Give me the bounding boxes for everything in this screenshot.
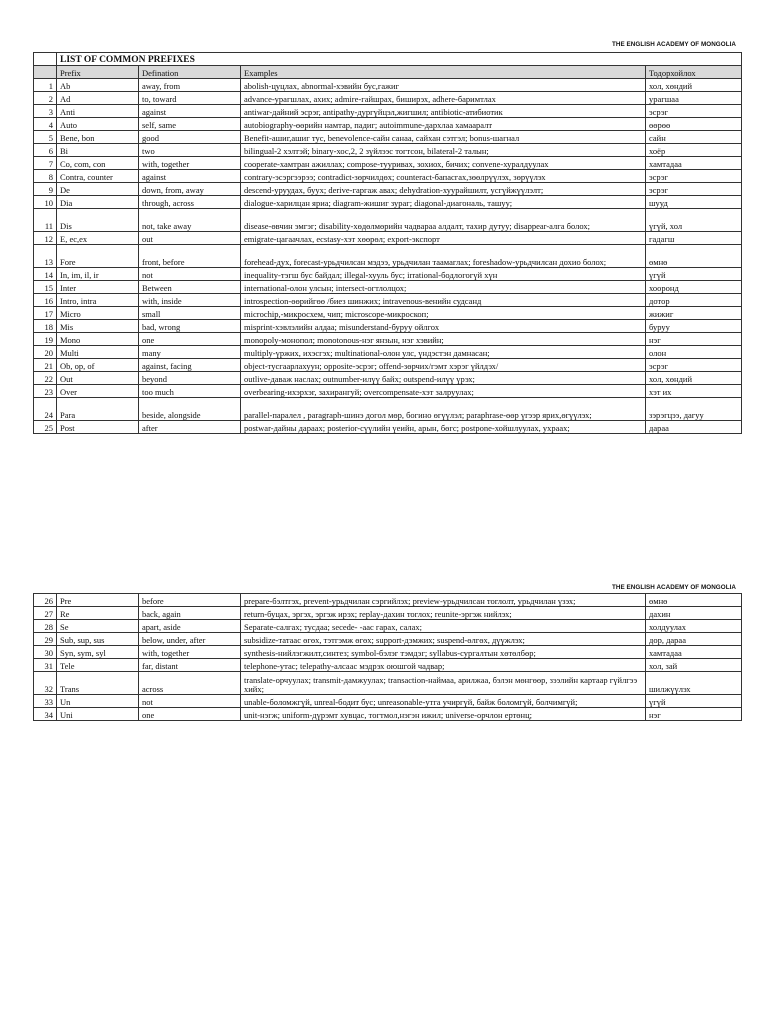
table-row: [34, 144, 742, 157]
examples-cell: contrary-эсэргээрээ; contradict-зөрчилдөх; counteract-бапасгах,зөөлрүүлэх, зөрүүлэх: [241, 170, 646, 183]
table-row: [34, 105, 742, 118]
meaning-cell: эсрэг: [646, 183, 742, 196]
definition-cell: far, distant: [139, 659, 241, 672]
table-row: [34, 157, 742, 170]
row-number: 21: [34, 359, 57, 372]
row-number: 17: [34, 307, 57, 320]
examples-cell: subsidize-татаас өгөх, тэтгэмж өгөх; support-дэмжих; suspend-өлгөх, дүүжлэх;: [241, 633, 646, 646]
examples-cell: unable-боломжгүй, unreal-бодит бус; unreasonable-утга учиргүй, байж боломгүй, болчимгүй;: [241, 695, 646, 708]
prefix-cell: De: [57, 183, 139, 196]
examples-cell: forehead-дух, forecast-урьдчилсан мэдээ, урьдчилан таамаглах; foreshadow-урьдчилсан дохио болох;: [241, 245, 646, 268]
table-row: [34, 708, 742, 721]
row-number: 9: [34, 183, 57, 196]
definition-cell: one: [139, 333, 241, 346]
examples-cell: synthesis-нийлэгжилт,синтез; symbol-бэлэг тэмдэг; syllabus-сургалтын хөтөлбөр;: [241, 646, 646, 659]
definition-cell: small: [139, 307, 241, 320]
meaning-cell: эсрэг: [646, 105, 742, 118]
prefix-cell: Ad: [57, 92, 139, 105]
table-row: [34, 245, 742, 268]
examples-cell: misprint-хэвлэлийн алдаа; misunderstand-буруу ойлгох: [241, 320, 646, 333]
meaning-cell: шилжүүлэх: [646, 672, 742, 695]
table-row: [34, 118, 742, 131]
examples-cell: outlive-даваж наслах; outnumber-илүү байх; outspend-илүү үрэх;: [241, 372, 646, 385]
examples-cell: multiply-үржих, ихэсгэх; multinational-олон улс, үндэстэн дамнасан;: [241, 346, 646, 359]
table-row: [34, 320, 742, 333]
examples-cell: overbearing-ихэрхэг, захирангуй; overcompensate-хэт залруулах;: [241, 385, 646, 398]
definition-cell: beyond: [139, 372, 241, 385]
definition-cell: apart, aside: [139, 620, 241, 633]
examples-cell: inequality-тэгш бус байдал; illegal-хууль бус; irrational-бодлогогүй хүн: [241, 268, 646, 281]
definition-cell: with, inside: [139, 294, 241, 307]
row-number: 10: [34, 196, 57, 209]
prefix-cell: Bene, bon: [57, 131, 139, 144]
meaning-cell: шууд: [646, 196, 742, 209]
prefix-cell: Auto: [57, 118, 139, 131]
meaning-cell: хол, хөндий: [646, 372, 742, 385]
definition-cell: bad, wrong: [139, 320, 241, 333]
meaning-cell: дахин: [646, 607, 742, 620]
definition-cell: with, together: [139, 157, 241, 170]
definition-cell: with, together: [139, 646, 241, 659]
examples-cell: return-буцах, эргэх, эргэж ирэх; replay-дахин тоглох; reunite-эргэж нийлэх;: [241, 607, 646, 620]
row-number: 26: [34, 594, 57, 607]
meaning-cell: эсрэг: [646, 359, 742, 372]
prefix-cell: Anti: [57, 105, 139, 118]
table-row: [34, 170, 742, 183]
examples-cell: parallel-паралел , paragraph-шинэ догол мөр, богино өгүүлэл; paraphrase-өөр үгээр ярих,өгүүлэх;: [241, 398, 646, 421]
meaning-cell: жижиг: [646, 307, 742, 320]
examples-cell: cooperate-хамтран ажиллах; compose-тууривах, зохиох, бичих; convene-хуралдуулах: [241, 157, 646, 170]
prefix-cell: Pre: [57, 594, 139, 607]
definition-cell: two: [139, 144, 241, 157]
prefix-table-page-1: [33, 52, 742, 434]
prefix-cell: Intro, intra: [57, 294, 139, 307]
meaning-cell: хамтадаа: [646, 646, 742, 659]
row-number: 27: [34, 607, 57, 620]
prefix-cell: Out: [57, 372, 139, 385]
prefix-cell: Re: [57, 607, 139, 620]
row-number: 11: [34, 209, 57, 232]
title-corner-cell: [34, 53, 57, 66]
table-row: [34, 333, 742, 346]
row-number: 19: [34, 333, 57, 346]
meaning-cell: хоёр: [646, 144, 742, 157]
examples-cell: dialogue-харилцан яриа; diagram-жишиг зураг; diagonal-диагональ, ташуу;: [241, 196, 646, 209]
meaning-cell: дараа: [646, 421, 742, 434]
definition-cell: after: [139, 421, 241, 434]
table-row: [34, 281, 742, 294]
prefix-cell: Para: [57, 398, 139, 421]
examples-cell: advance-урагшлах, ахих; admire-гайшрах, биширэх, adhere-баримтлах: [241, 92, 646, 105]
row-number: 33: [34, 695, 57, 708]
table-row: [34, 633, 742, 646]
definition-cell: against: [139, 105, 241, 118]
row-number: 14: [34, 268, 57, 281]
header-prefix: Prefix: [57, 66, 139, 79]
definition-cell: front, before: [139, 245, 241, 268]
table-row: [34, 398, 742, 421]
meaning-cell: сайн: [646, 131, 742, 144]
examples-cell: telephone-утас; telepathy-алсаас мэдрэх оюшгой чадвар;: [241, 659, 646, 672]
examples-cell: prepare-бэлтгэх, prevent-урьдчилан сэргийлэх; preview-урьдчилсан тоглолт, урьдчилан үзэх;: [241, 594, 646, 607]
header-definition: Defination: [139, 66, 241, 79]
prefix-cell: Post: [57, 421, 139, 434]
definition-cell: against, facing: [139, 359, 241, 372]
examples-cell: monopoly-монопол; monotonous-нэг янзын, нэг хэвийн;: [241, 333, 646, 346]
table-row: [34, 421, 742, 434]
table-row: [34, 385, 742, 398]
definition-cell: Between: [139, 281, 241, 294]
row-number: 23: [34, 385, 57, 398]
meaning-cell: дор, дараа: [646, 633, 742, 646]
table-row: [34, 359, 742, 372]
row-number: 1: [34, 79, 57, 92]
prefix-cell: Fore: [57, 245, 139, 268]
table-row: [34, 607, 742, 620]
row-number: 32: [34, 672, 57, 695]
table-row: [34, 232, 742, 245]
column-header-row: [34, 66, 742, 79]
table-row: [34, 92, 742, 105]
examples-cell: international-олон улсын; intersect-огтлолцох;: [241, 281, 646, 294]
row-number: 6: [34, 144, 57, 157]
definition-cell: to, toward: [139, 92, 241, 105]
row-number: 22: [34, 372, 57, 385]
definition-cell: self, same: [139, 118, 241, 131]
row-number: 4: [34, 118, 57, 131]
prefix-table-page-2: [33, 593, 742, 721]
table-row: [34, 346, 742, 359]
meaning-cell: олон: [646, 346, 742, 359]
examples-cell: unit-нэгж; uniform-дүрэмт хувцас, тогтмол,нэгэн ижил; universe-орчлон ертөнц;: [241, 708, 646, 721]
definition-cell: across: [139, 672, 241, 695]
header-number-cell: [34, 66, 57, 79]
definition-cell: against: [139, 170, 241, 183]
meaning-cell: хол, хөндий: [646, 79, 742, 92]
definition-cell: not: [139, 695, 241, 708]
prefix-cell: Dia: [57, 196, 139, 209]
meaning-cell: буруу: [646, 320, 742, 333]
definition-cell: one: [139, 708, 241, 721]
prefix-cell: Tele: [57, 659, 139, 672]
prefix-cell: Un: [57, 695, 139, 708]
meaning-cell: хол, зай: [646, 659, 742, 672]
meaning-cell: үгүй: [646, 268, 742, 281]
prefix-cell: Mis: [57, 320, 139, 333]
row-number: 20: [34, 346, 57, 359]
meaning-cell: нэг: [646, 333, 742, 346]
examples-cell: postwar-дайны дараах; posterior-сүүлийн үеийн, арын, бөгс; postpone-хойшлуулах, ухраах;: [241, 421, 646, 434]
prefix-cell: Mono: [57, 333, 139, 346]
definition-cell: beside, alongside: [139, 398, 241, 421]
row-number: 18: [34, 320, 57, 333]
examples-cell: introspection-өөрийгөө /биез шинжих; intravenous-венийн судсанд: [241, 294, 646, 307]
row-number: 29: [34, 633, 57, 646]
meaning-cell: холдуулах: [646, 620, 742, 633]
row-number: 5: [34, 131, 57, 144]
prefix-cell: Bi: [57, 144, 139, 157]
table-row: [34, 209, 742, 232]
academy-header-label: THE ENGLISH ACADEMY OF MONGOLIA: [612, 41, 736, 48]
examples-cell: Separate-салгах; тусдаа; secede- -аас гарах, салах;: [241, 620, 646, 633]
row-number: 30: [34, 646, 57, 659]
title-row: [34, 53, 742, 66]
table-row: [34, 307, 742, 320]
table-row: [34, 672, 742, 695]
meaning-cell: гадагш: [646, 232, 742, 245]
definition-cell: out: [139, 232, 241, 245]
table-row: [34, 594, 742, 607]
table-row: [34, 268, 742, 281]
prefix-cell: E, ec,ex: [57, 232, 139, 245]
examples-cell: object-тусгаарлахуун; opposite-эсрэг; offend-зөрчих/гэмт хэрэг үйлдэх/: [241, 359, 646, 372]
table-row: [34, 695, 742, 708]
meaning-cell: хамтадаа: [646, 157, 742, 170]
definition-cell: many: [139, 346, 241, 359]
prefix-cell: Ob, op, of: [57, 359, 139, 372]
header-meaning: Тодорхойлох: [646, 66, 742, 79]
table-row: [34, 294, 742, 307]
row-number: 31: [34, 659, 57, 672]
prefix-cell: Uni: [57, 708, 139, 721]
meaning-cell: хэт их: [646, 385, 742, 398]
meaning-cell: нэг: [646, 708, 742, 721]
row-number: 28: [34, 620, 57, 633]
table-row: [34, 646, 742, 659]
table-row: [34, 196, 742, 209]
examples-cell: bilingual-2 хэлтэй; binary-хос,2, 2 зүйлээс тогтсон, bilateral-2 талын;: [241, 144, 646, 157]
row-number: 24: [34, 398, 57, 421]
prefix-cell: Micro: [57, 307, 139, 320]
prefix-cell: Dis: [57, 209, 139, 232]
prefix-cell: Ab: [57, 79, 139, 92]
prefix-cell: Trans: [57, 672, 139, 695]
table-row: [34, 372, 742, 385]
row-number: 2: [34, 92, 57, 105]
row-number: 15: [34, 281, 57, 294]
examples-cell: antiwar-дайний эсрэг, antipathy-дургүйцэл,жигшил; antibiotic-атибиотик: [241, 105, 646, 118]
examples-cell: translate-орчуулах; transmit-дамжуулах; transaction-наймаа, арилжаа, бэлэн мөнгөөр, зээлийн картаар гүйлгээ хийх;: [241, 672, 646, 695]
examples-cell: Benefit-ашиг,ашиг тус, benevolence-сайн санаа, сайхан сэтгэл; bonus-шагнал: [241, 131, 646, 144]
meaning-cell: урагшаа: [646, 92, 742, 105]
meaning-cell: хооронд: [646, 281, 742, 294]
table-row: [34, 659, 742, 672]
prefix-cell: In, im, il, ir: [57, 268, 139, 281]
definition-cell: through, across: [139, 196, 241, 209]
row-number: 12: [34, 232, 57, 245]
definition-cell: good: [139, 131, 241, 144]
definition-cell: too much: [139, 385, 241, 398]
prefix-cell: Syn, sym, syl: [57, 646, 139, 659]
meaning-cell: зэрэгцээ, дагуу: [646, 398, 742, 421]
definition-cell: down, from, away: [139, 183, 241, 196]
examples-cell: disease-өвчин эмгэг; disability-хөдөлмөрийн чадвараа алдалт, тахир дутуу; disappear-алга болох;: [241, 209, 646, 232]
meaning-cell: үгүй: [646, 695, 742, 708]
row-number: 8: [34, 170, 57, 183]
row-number: 34: [34, 708, 57, 721]
table-title: LIST OF COMMON PREFIXES: [57, 53, 742, 66]
prefix-cell: Contra, counter: [57, 170, 139, 183]
definition-cell: below, under, after: [139, 633, 241, 646]
row-number: 3: [34, 105, 57, 118]
examples-cell: descend-уруудах, буух; derive-гаргаж авах; dehydration-хуурайшилт, усгүйжүүлэлт;: [241, 183, 646, 196]
definition-cell: back, again: [139, 607, 241, 620]
examples-cell: abolish-цуцлах, abnormal-хэвийн бус,гажиг: [241, 79, 646, 92]
prefix-cell: Sub, sup, sus: [57, 633, 139, 646]
table-row: [34, 620, 742, 633]
meaning-cell: өмнө: [646, 594, 742, 607]
examples-cell: emigrate-цагаачлах, ecstasy-хэт хөөрөл; export-экспорт: [241, 232, 646, 245]
meaning-cell: өөрөө: [646, 118, 742, 131]
prefix-cell: Multi: [57, 346, 139, 359]
row-number: 16: [34, 294, 57, 307]
row-number: 13: [34, 245, 57, 268]
row-number: 7: [34, 157, 57, 170]
definition-cell: before: [139, 594, 241, 607]
prefix-cell: Over: [57, 385, 139, 398]
prefix-cell: Inter: [57, 281, 139, 294]
prefix-cell: Se: [57, 620, 139, 633]
meaning-cell: үгүй, хол: [646, 209, 742, 232]
table-row: [34, 79, 742, 92]
examples-cell: microchip,-микросхем, чип; microscope-микроскоп;: [241, 307, 646, 320]
examples-cell: autobiography-өөрийн намтар, падиг; autoimmune-дархлаа хамааралт: [241, 118, 646, 131]
meaning-cell: дотор: [646, 294, 742, 307]
row-number: 25: [34, 421, 57, 434]
meaning-cell: өмнө: [646, 245, 742, 268]
table-row: [34, 183, 742, 196]
definition-cell: away, from: [139, 79, 241, 92]
academy-header-label-page-2: THE ENGLISH ACADEMY OF MONGOLIA: [612, 584, 736, 591]
table-row: [34, 131, 742, 144]
meaning-cell: эсрэг: [646, 170, 742, 183]
prefix-cell: Co, com, con: [57, 157, 139, 170]
header-examples: Examples: [241, 66, 646, 79]
definition-cell: not: [139, 268, 241, 281]
definition-cell: not, take away: [139, 209, 241, 232]
